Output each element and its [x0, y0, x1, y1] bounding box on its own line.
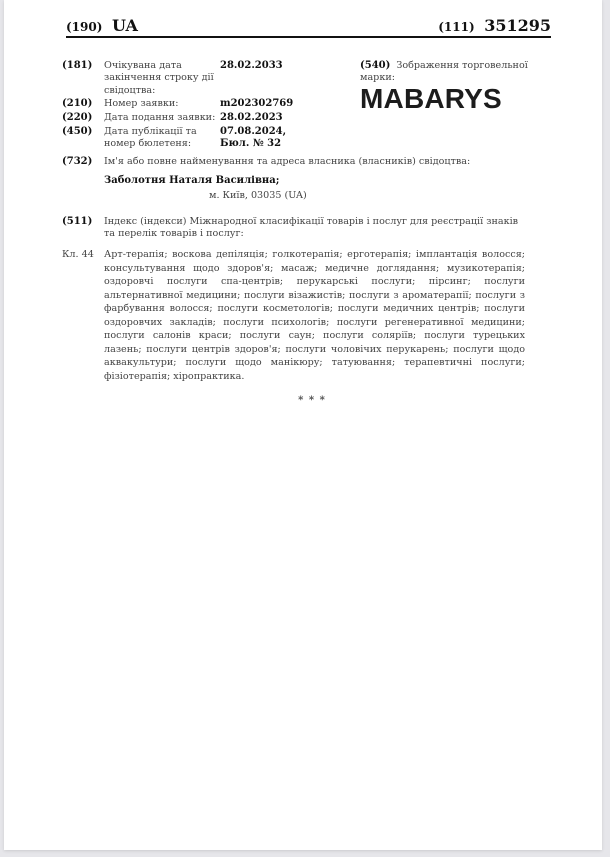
field-label: Ім'я або повне найменування та адреса власника (власників) свідоцтва: — [104, 156, 471, 167]
document-page — [4, 0, 602, 850]
trademark-code: (540) — [360, 60, 391, 71]
field-value: 28.02.2023 — [220, 112, 283, 124]
field-code: (220) — [62, 112, 93, 124]
field-label: Індекс (індекси) Міжнародної класифікації товарів і послуг для реєстрації знаків та перелік товарів і послуг: — [104, 215, 519, 240]
owner-address: м. Київ, 03035 (UA) — [209, 189, 307, 201]
bulletin-number: Бюл. № 32 — [220, 138, 282, 150]
field-application-number — [62, 98, 352, 110]
field-code: (511) — [62, 215, 93, 227]
registration-number: 351295 — [484, 16, 551, 35]
header-divider — [66, 36, 551, 38]
trademark-image: MABARYS — [360, 83, 502, 114]
field-publication — [62, 126, 352, 151]
goods-services-list: Арт-терапія; воскова депіляція; голкотерапія; ерготерапія; імплантація волосся; консультування щодо здоров'я; масаж; медичне доглядання; музикотерапія; оздоровчі послуги спа-центрів; перукарські послуги; пірсинг; послуги альтернативної медицини; послуги візажистів; послуги з ароматерапії; послуги з фарбування волосся; послуги косметологів; послуги медичних центрів; послуги оздоровчих закладів; послуги психологів; послуги регенеративної медицини; послуги салонів краси; послуги саун; послуги соляріїв; послуги турецьких лазень; послуги центрів здоров'я; послуги чоловічих перукарень; послуги щодо аквакультури; послуги щодо манікюру; татуювання; терапевтичні послуги; фізіотерапія; хіропрактика. — [104, 249, 525, 382]
owner-name: Заболотня Наталя Василівна; — [104, 175, 280, 187]
field-code: (181) — [62, 60, 93, 71]
field-value-group — [220, 126, 352, 151]
trademark-label — [360, 60, 550, 85]
field-classification — [62, 216, 532, 241]
field-code: (732) — [62, 156, 93, 167]
field-label: Номер заявки: — [104, 98, 179, 110]
field-code: (450) — [62, 125, 93, 137]
end-marker: * * * — [298, 395, 326, 407]
field-code: (210) — [62, 98, 93, 110]
field-label: Дата подання заявки: — [104, 112, 216, 124]
class-number: Кл. 44 — [62, 249, 94, 261]
field-filing-date — [62, 112, 352, 124]
bibliographic-fields — [62, 60, 352, 152]
field-value: m202302769 — [220, 98, 294, 110]
field-label: Дата публікації та номер бюлетеня: — [104, 125, 197, 150]
field-owner — [62, 156, 532, 168]
field-expiry — [62, 60, 352, 97]
owner-and-classification — [62, 156, 532, 408]
registration-number-block — [438, 16, 551, 35]
document-header — [66, 14, 551, 36]
goods-services — [62, 248, 532, 383]
country-code: UA — [111, 16, 138, 35]
country-code-inid: (190) — [66, 20, 103, 34]
field-value: 28.02.2033 — [220, 60, 283, 71]
publication-date: 07.08.2024, — [220, 125, 287, 137]
trademark-label-text: Зображення торговельної марки: — [360, 60, 528, 84]
field-label: Очікувана дата закінчення строку дії свідоцтва: — [104, 60, 214, 96]
registration-number-inid: (111) — [438, 20, 475, 34]
country-code-block — [66, 16, 138, 35]
